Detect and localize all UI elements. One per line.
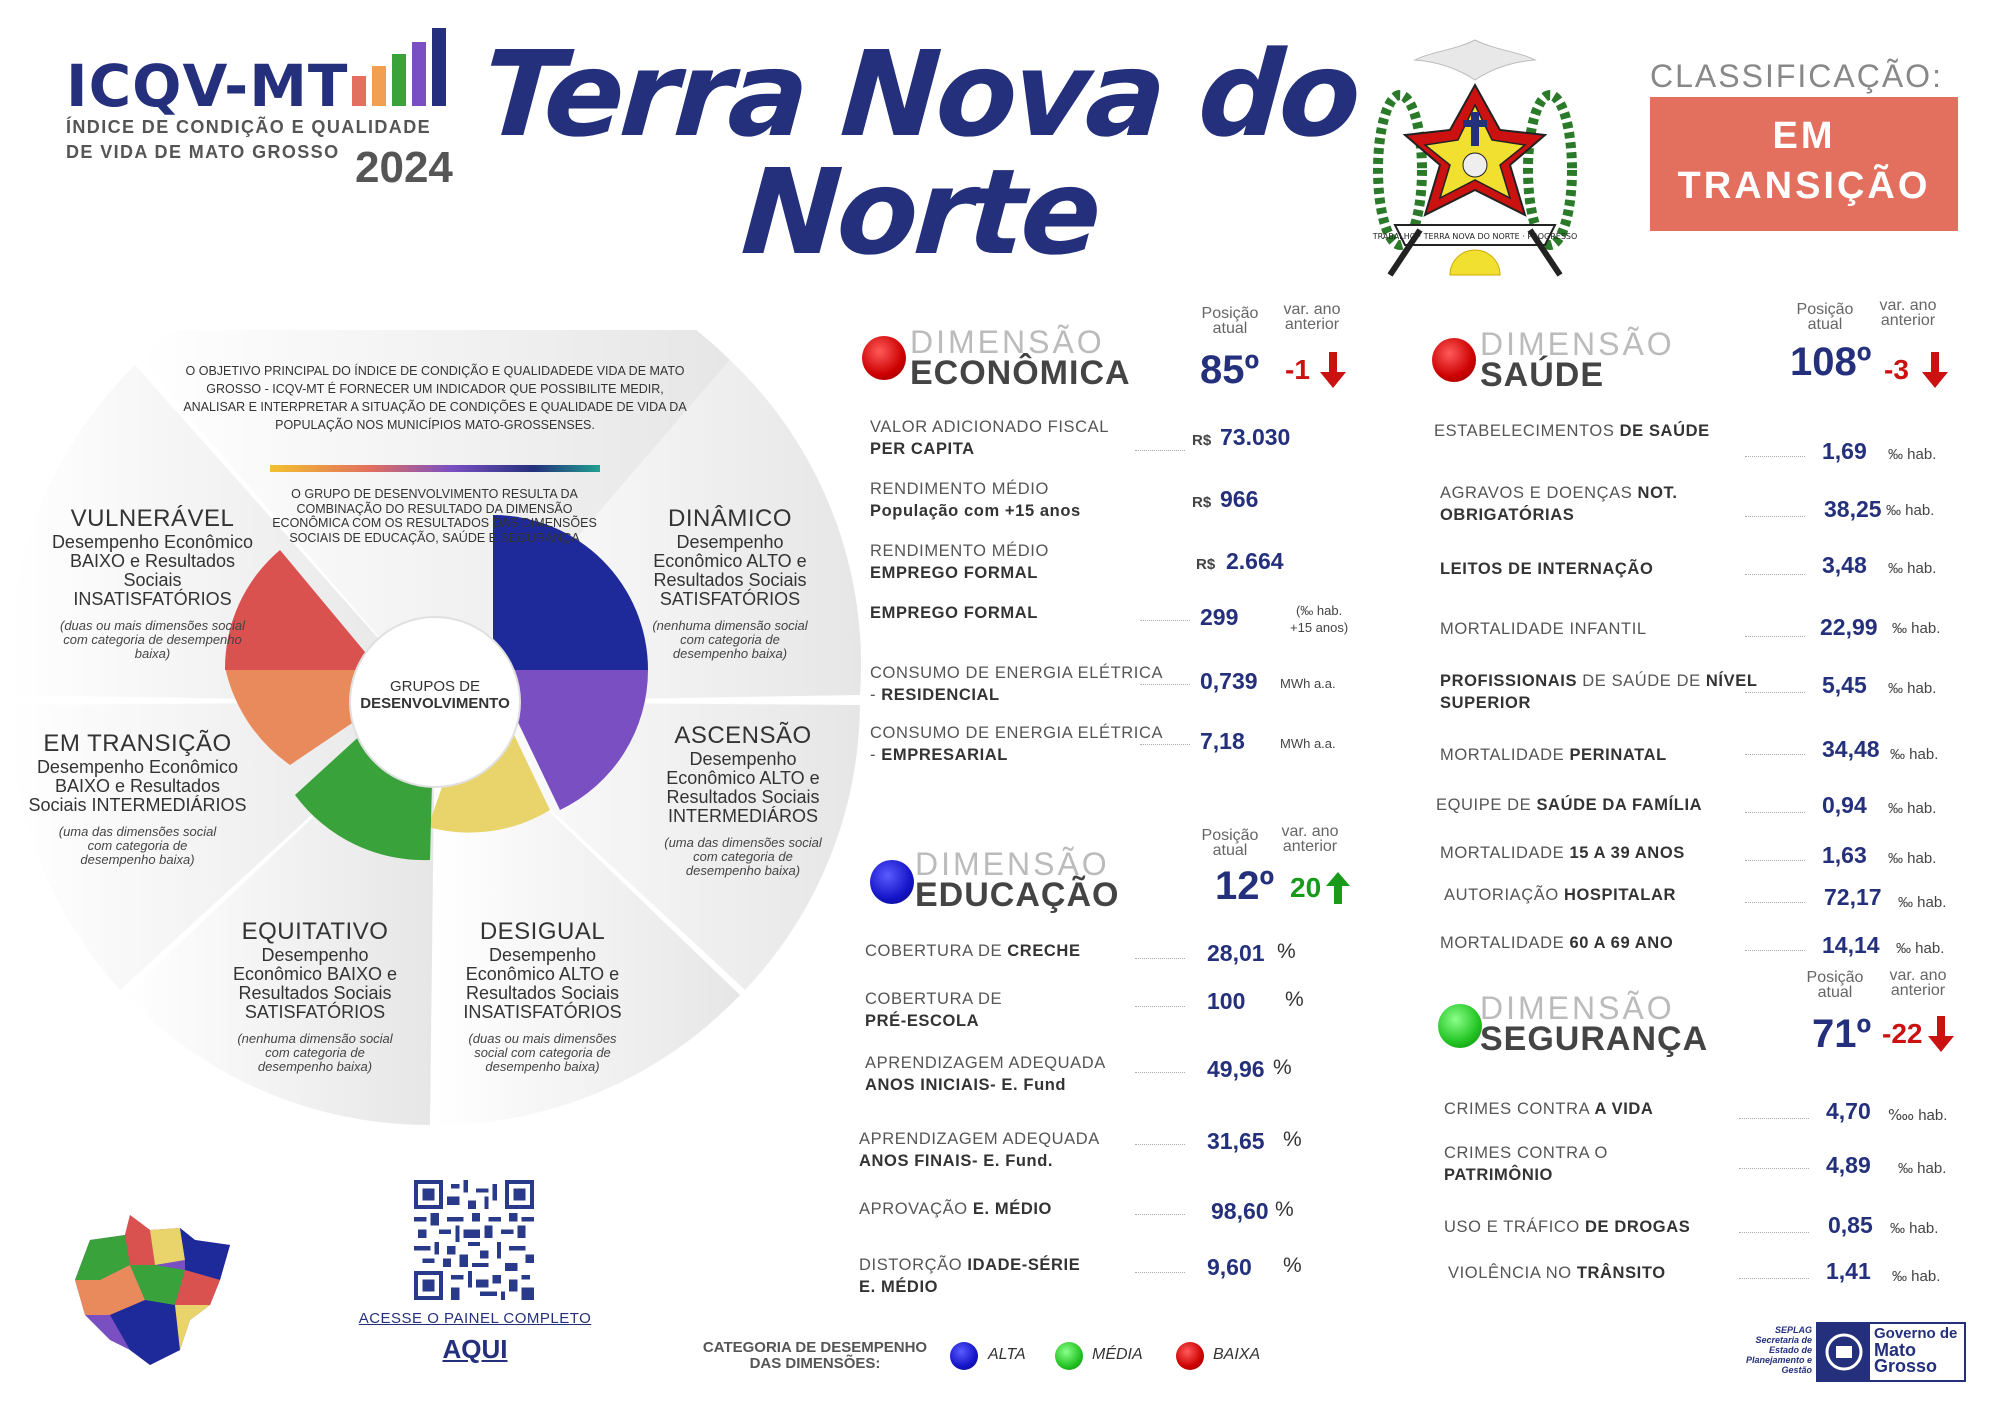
indicator-row: COBERTURA DE CRECHE 28,01 % [865, 940, 1296, 966]
economica-variation-value: -1 [1285, 354, 1310, 385]
indicator-row: VALOR ADICIONADO FISCAL PER CAPITA R$ 73.030 [870, 418, 1291, 458]
indicator-row: USO E TRÁFICO DE DROGAS 0,85 ‰ hab. [1444, 1212, 1939, 1238]
economica-indicators [870, 416, 1360, 782]
seguranca-position-value: 71º [1812, 1012, 1872, 1056]
indicator-row: AUTORIAÇÃO HOSPITALAR 72,17 ‰ hab. [1444, 884, 1947, 911]
indicator-row: RENDIMENTO MÉDIO EMPREGO FORMAL R$ 2.664 [870, 542, 1284, 582]
economica-position-header: Posição atual [1201, 305, 1259, 337]
indicator-row: ESTABELECIMENTOS DE SAÚDE 1,69 ‰ hab. [1434, 422, 1937, 464]
saude-indicators [1434, 420, 1960, 976]
economica-dimension-label: DIMENSÃO [910, 324, 1105, 360]
educacao-position-header: Posição atual [1201, 827, 1259, 859]
legend-media-label: MÉDIA [1092, 1346, 1143, 1363]
bar-chart-logo-icon [352, 28, 457, 106]
legend-alta-dot [950, 1342, 978, 1370]
indicator-row: APRENDIZAGEM ADEQUADA ANOS INICIAIS- E. Fund 49,96 % [865, 1054, 1292, 1094]
arrow-down-icon [1922, 352, 1948, 388]
group-em-transicao: EM TRANSIÇÃO Desempenho Econômico BAIXO e Resultados Sociais INTERMEDIÁRIOS (uma das dimensões social com categoria de desempenho baixa) [28, 730, 247, 867]
seguranca-indicators [1444, 1090, 1964, 1304]
group-desigual: DESIGUAL Desempenho Econômico ALTO e Resultados Sociais INSATISFATÓRIOS (duas ou mais dimensões social com categoria de desempenho baixa) [463, 918, 622, 1074]
group-dinamico: DINÂMICO Desempenho Econômico ALTO e Resultados Sociais SATISFATÓRIOS (nenhuma dimensão social com categoria de desempenho baixa) [652, 505, 808, 661]
educacao-position-value: 12º [1215, 864, 1275, 908]
seplag-logo-text: SEPLAG Secretaria de Estado de Planejamento e Gestão [1745, 1325, 1812, 1375]
legend-label: CATEGORIA DE DESEMPENHO DAS DIMENSÕES: [702, 1339, 928, 1372]
educacao-variation-header: var. ano anterior [1281, 823, 1339, 855]
seguranca-category-dot [1438, 1004, 1482, 1048]
qr-code-icon[interactable] [414, 1180, 534, 1300]
indicator-row: EMPREGO FORMAL 299 (‰ hab. +15 anos) [870, 603, 1349, 635]
classification-label: CLASSIFICAÇÃO: [1650, 58, 1943, 94]
indicator-row: PROFISSIONAIS DE SAÚDE DE NÍVEL SUPERIOR 5,45 ‰ hab. [1440, 672, 1937, 712]
government-logo: Governo de Mato Grosso [1816, 1322, 1966, 1382]
brand-subtitle: ÍNDICE DE CONDIÇÃO E QUALIDADE DE VIDA DE MATO GROSSO [66, 117, 432, 162]
indicator-row: CONSUMO DE ENERGIA ELÉTRICA - EMPRESARIAL 7,18 MWh a.a. [870, 724, 1336, 764]
legend-baixa-dot [1176, 1342, 1204, 1370]
indicator-row: CONSUMO DE ENERGIA ELÉTRICA - RESIDENCIAL 0,739 MWh a.a. [870, 664, 1336, 704]
saude-variation-header: var. ano anterior [1879, 297, 1937, 329]
educacao-dimension-label: DIMENSÃO [915, 846, 1110, 882]
saude-dimension-name: SAÚDE [1480, 356, 1605, 394]
group-vulneravel: VULNERÁVEL Desempenho Econômico BAIXO e Resultados Sociais INSATISFATÓRIOS (duas ou mais dimensões social com categoria de desempenho baixa) [51, 505, 254, 661]
legend-alta-label: ALTA [988, 1346, 1026, 1363]
indicator-row: MORTALIDADE 60 A 69 ANO 14,14 ‰ hab. [1440, 932, 1945, 958]
arrow-down-icon [1320, 352, 1346, 388]
indicator-row: MORTALIDADE INFANTIL 22,99 ‰ hab. [1440, 614, 1941, 640]
saude-variation-value: -3 [1884, 354, 1909, 385]
indicator-row: APROVAÇÃO E. MÉDIO 98,60 % [859, 1198, 1294, 1224]
group-explanation-text: O GRUPO DE DESENVOLVIMENTO RESULTA DA COMBINAÇÃO DO RESULTADO DA DIMENSÃO ECONÔMICA COM OS RESULTADOS DAS DIMENSÕES SOCIAIS DE EDUCAÇÃO, SAÚDE E SEGURANÇA [272, 487, 597, 545]
saude-position-header: Posição atual [1796, 301, 1854, 333]
group-equitativo: EQUITATIVO Desempenho Econômico BAIXO e Resultados Sociais SATISFATÓRIOS (nenhuma dimensão social com categoria de desempenho baixa) [232, 918, 398, 1074]
indicator-row: MORTALIDADE 15 A 39 ANOS 1,63 ‰ hab. [1440, 842, 1937, 868]
indicator-row: LEITOS DE INTERNAÇÃO 3,48 ‰ hab. [1440, 552, 1937, 578]
seguranca-dimension-name: SEGURANÇA [1480, 1020, 1709, 1058]
objective-text: O OBJETIVO PRINCIPAL DO ÍNDICE DE CONDIÇÃO E QUALIDADEDE VIDA DE MATO GROSSO - ICQV-MT É FORNECER UM INDICADOR QUE POSSIBILITE MEDIR, ANALISAR E INTERPRETAR A SITUAÇÃO DE CONDIÇÕES E QUALIDADE DE VIDA DA POPULAÇÃO NOS MUNICÍPIOS MATO-GROSSENSES. [183, 364, 687, 432]
seguranca-dimension-label: DIMENSÃO [1480, 990, 1675, 1026]
arrow-up-icon [1326, 872, 1350, 904]
saude-position-value: 108º [1790, 340, 1872, 384]
legend-media-dot [1055, 1342, 1083, 1370]
group-ascensao: ASCENSÃO Desempenho Econômico ALTO e Resultados Sociais INTERMEDIÁROS (uma das dimensões social com categoria de desempenho baixa) [664, 722, 822, 878]
economica-variation-header: var. ano anterior [1283, 301, 1341, 333]
state-seal-icon [1818, 1324, 1870, 1380]
indicator-row: CRIMES CONTRA O PATRIMÔNIO 4,89 ‰ hab. [1444, 1144, 1947, 1184]
indicator-row: RENDIMENTO MÉDIO População com +15 anos R$ 966 [870, 480, 1259, 520]
indicator-row: CRIMES CONTRA A VIDA 4,70 ‱ hab. [1444, 1098, 1948, 1124]
arrow-down-icon [1928, 1016, 1954, 1052]
classification-badge: EM TRANSIÇÃO [1650, 97, 1958, 231]
seguranca-variation-value: -22 [1882, 1018, 1923, 1049]
city-name: Terra Nova do Norte [478, 25, 1362, 281]
access-here-link[interactable]: AQUI [442, 1334, 508, 1364]
indicator-row: MORTALIDADE PERINATAL 34,48 ‰ hab. [1440, 736, 1939, 764]
economica-dimension-name: ECONÔMICA [910, 354, 1131, 392]
mato-grosso-map-icon [70, 1210, 240, 1370]
legend-baixa-label: BAIXA [1213, 1346, 1261, 1363]
saude-category-dot [1432, 338, 1476, 382]
seguranca-variation-header: var. ano anterior [1889, 967, 1947, 999]
indicator-row: COBERTURA DE PRÉ-ESCOLA 100 % [865, 988, 1304, 1030]
educacao-category-dot [870, 860, 914, 904]
seguranca-position-header: Posição atual [1806, 969, 1864, 1001]
municipal-coat-of-arms-icon [1360, 30, 1590, 290]
brand-title: ICQV-MT [66, 52, 349, 120]
indicator-row: DISTORÇÃO IDADE-SÉRIE E. MÉDIO 9,60 % [859, 1254, 1302, 1296]
indicator-row: VIOLÊNCIA NO TRÂNSITO 1,41 ‰ hab. [1448, 1258, 1941, 1285]
wheel-center-label: GRUPOS DE DESENVOLVIMENTO [360, 678, 510, 712]
educacao-indicators [859, 940, 1355, 1310]
indicator-row: AGRAVOS E DOENÇAS NOT. OBRIGATÓRIAS 38,25 ‰ hab. [1440, 484, 1935, 524]
rainbow-divider [270, 465, 600, 472]
brand-year: 2024 [355, 143, 453, 192]
economica-position-value: 85º [1200, 348, 1260, 392]
access-panel-link[interactable]: ACESSE O PAINEL COMPLETO [358, 1310, 592, 1327]
educacao-variation-value: 20 [1290, 872, 1322, 903]
educacao-dimension-name: EDUCAÇÃO [915, 876, 1120, 914]
economica-category-dot [862, 336, 906, 380]
seal-ribbon-text: TRABALHO · TERRA NOVA DO NORTE · PROGRESSO [1372, 232, 1578, 241]
saude-dimension-label: DIMENSÃO [1480, 326, 1675, 362]
indicator-row: APRENDIZAGEM ADEQUADA ANOS FINAIS- E. Fund. 31,65 % [859, 1128, 1302, 1170]
indicator-row: EQUIPE DE SAÚDE DA FAMÍLIA 0,94 ‰ hab. [1436, 792, 1937, 818]
